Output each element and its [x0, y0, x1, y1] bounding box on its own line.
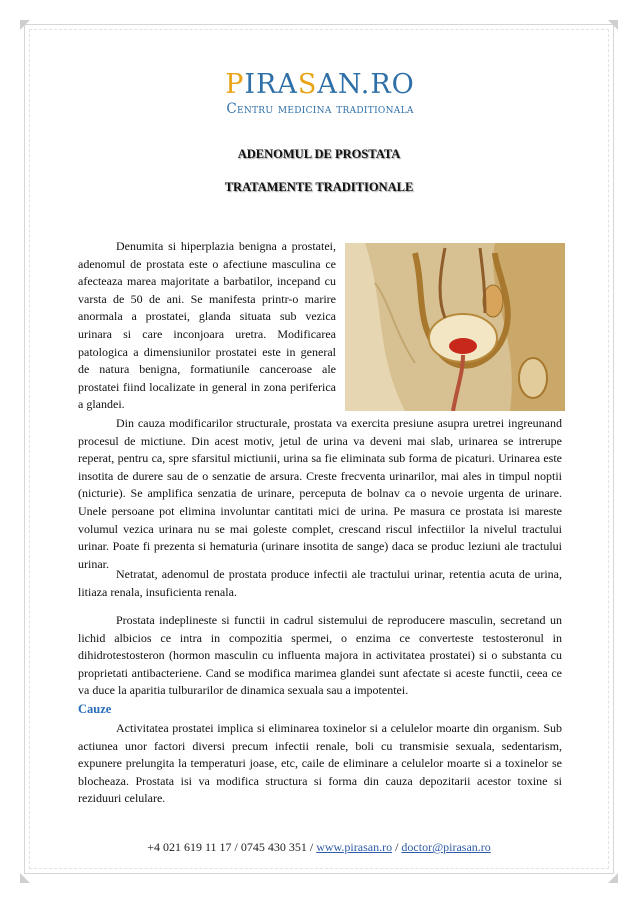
logo-subtitle: Centru medicina traditionala: [226, 101, 414, 117]
section-title-cauze: Cauze: [78, 702, 112, 716]
logo-brand: PIRASAN.RO: [225, 69, 415, 100]
paragraph-functions: Prostata indeplineste si functii in cadrul sistemului de reproducere masculin, secretand un lichid albicios ce intra in compozitia spermei, o enzima ce converteste testosteronul in dihidrotestosteron (hormon masculin cu influenta majora in activitatea prostatei) si o substanta cu proprietati antibacteriene. Cand se modifica marimea glandei sunt afectate si aceste functii, ceea ce va duce la aparitia tulburarilor de dinamica sexuala sau a impotentei.: [78, 613, 562, 698]
paragraph-complications: Netratat, adenomul de prostata produce infectii ale tractului urinar, retentia acuta de urina, litiaza renala, insuficienta renala.: [78, 567, 562, 599]
footer-contact: [0, 840, 638, 855]
corner-ornament: [20, 873, 30, 883]
footer-separator: /: [392, 840, 402, 854]
website-link[interactable]: www.pirasan.ro: [316, 840, 393, 854]
pirasan-logo: [200, 70, 440, 118]
document-title: ADENOMUL DE PROSTATA: [237, 147, 401, 161]
document-subtitle: TRATAMENTE TRADITIONALE: [224, 180, 414, 194]
paragraph-causes: Activitatea prostatei implica si eliminarea toxinelor si a celulelor moarte din organism. Sub actiunea unor factori diversi precum infectii renale, boli cu transmisie sexuala, sedentarism, expunere prelungita la temperaturi joase, etc, caile de eliminare a celulelor moarte si a toxinelor se blocheaza. Prostata isi va modifica structura si forma din cauza depozitarii acestor toxine si reziduuri celulare.: [78, 721, 562, 806]
email-link[interactable]: doctor@pirasan.ro: [401, 840, 491, 854]
prostate-anatomy-illustration: [345, 243, 565, 411]
footer-phones: +4 021 619 11 17 / 0745 430 351 /: [147, 840, 317, 854]
corner-ornament: [608, 873, 618, 883]
anatomy-drawing: [345, 243, 565, 411]
paragraph-intro: Denumita si hiperplazia benigna a prostatei, adenomul de prostata este o afectiune masculina ce afecteaza marea majoritate a barbatilor, incepand cu varsta de 50 de ani. Se manifesta printr-o marire anormala a prostatei, glanda situata sub vezica urinara si care inconjoara uretra. Modificarea patologica a dimensiunilor prostatei este in general de natura benigna, formatiunile canceroase ale prostatei fiind localizate in general in zona periferica a glandei.: [78, 239, 336, 412]
paragraph-symptoms: Din cauza modificarilor structurale, prostata va exercita presiune asupra uretrei ingreunand procesul de mictiune. Din acest motiv, jetul de urina va deveni mai slab, urinarea se intrerupe reperat, pentru ca, spre sfarsitul mictiunii, urina sa fie eliminata sub forma de picaturi. Urinarea este insotita de durere sau de o senzatie de arsura. Creste frecventa urinarilor, mai ales in timpul noptii (nicturie). Se amplifica senzatia de urinare, perceputa de bolnav ca o nevoie urgenta de urinare. Unele persoane pot elimina involuntar cantitati mici de urina. Pe masura ce prostata isi mareste volumul vezica urinara nu se mai goleste complet, crescand riscul infectiilor la nivelul tractului urinar. Poate fi prezenta si hematuria (urinare insotita de sange) daca se produc leziuni ale tractului urinar.: [78, 416, 562, 571]
